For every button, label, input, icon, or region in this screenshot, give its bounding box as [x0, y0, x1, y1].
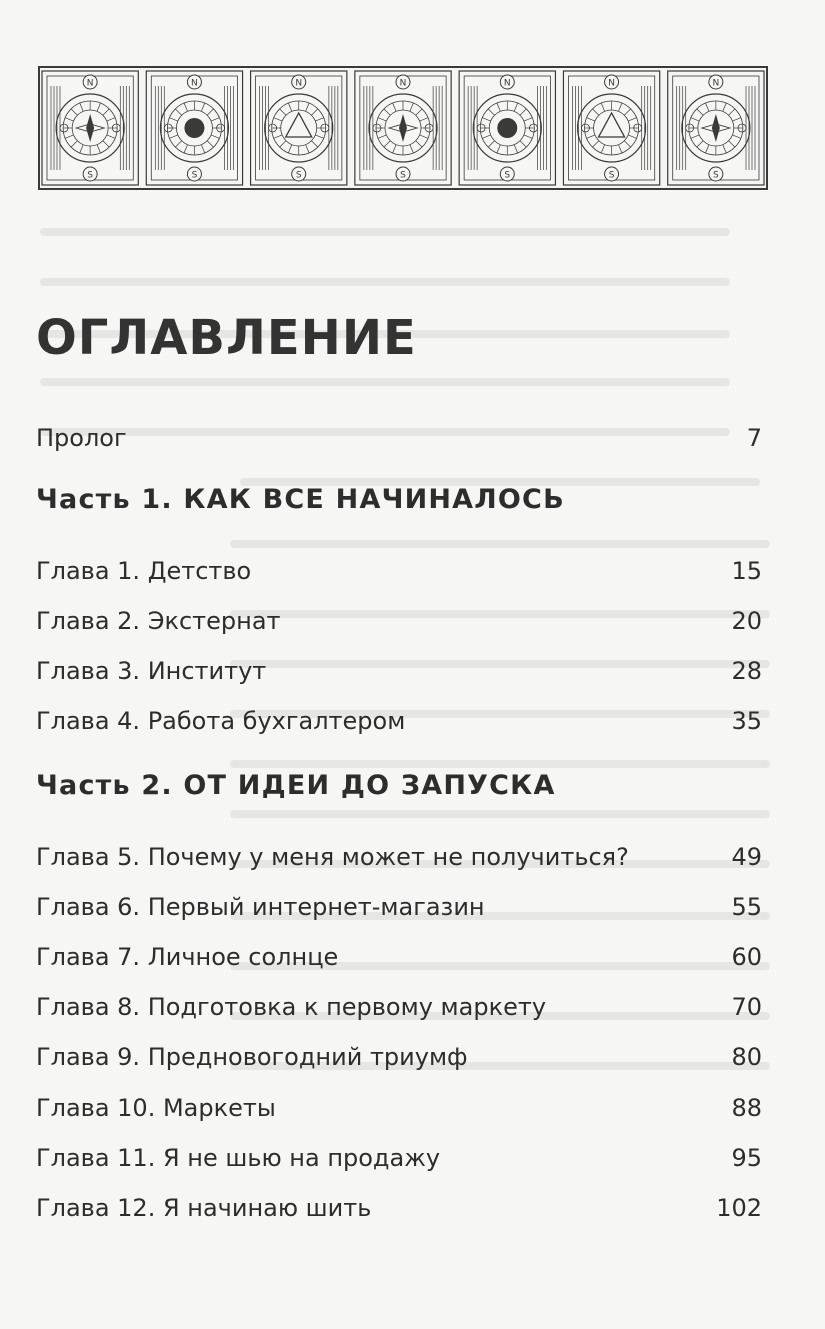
svg-text:N: N — [503, 78, 511, 89]
toc-entry-page: 55 — [731, 893, 762, 921]
toc-entry-page: 70 — [731, 993, 762, 1021]
toc-entry — [36, 557, 762, 585]
svg-text:N: N — [712, 78, 720, 89]
svg-text:S: S — [87, 170, 94, 181]
toc-entry-title: Глава 4. Работа бухгалтером — [36, 707, 406, 735]
toc-entry-title: Пролог — [36, 424, 127, 452]
svg-text:N: N — [608, 78, 615, 89]
toc-entry-page: 49 — [731, 843, 762, 871]
toc-entry-title: Глава 11. Я не шью на продажу — [36, 1144, 441, 1172]
toc-entry-page: 60 — [731, 943, 762, 971]
toc-entry-title: Глава 7. Личное солнце — [36, 943, 339, 971]
toc-entry-page: 15 — [731, 557, 762, 585]
toc-entry-title: Глава 9. Предновогодний триумф — [36, 1043, 468, 1071]
toc-entry-page: 102 — [716, 1194, 762, 1222]
toc-entry-prologue — [36, 424, 762, 452]
svg-text:N: N — [86, 78, 94, 89]
toc-entry-title: Глава 3. Институт — [36, 657, 267, 685]
svg-text:N: N — [295, 78, 303, 89]
part-1-title: Часть 1. КАК ВСЕ НАЧИНАЛОСЬ — [36, 484, 565, 515]
toc-entry-title: Глава 12. Я начинаю шить — [36, 1194, 372, 1222]
toc-entry-title: Глава 10. Маркеты — [36, 1094, 276, 1122]
toc-entry-title: Глава 2. Экстернат — [36, 607, 281, 635]
toc-entry — [36, 943, 762, 971]
svg-text:N: N — [191, 78, 198, 89]
part-2-title: Часть 2. ОТ ИДЕИ ДО ЗАПУСКА — [36, 770, 556, 801]
toc-entry — [36, 1144, 762, 1172]
toc-entry-title: Глава 6. Первый интернет-магазин — [36, 893, 485, 921]
toc-heading: ОГЛАВЛЕНИЕ — [36, 310, 417, 366]
svg-text:S: S — [712, 170, 719, 181]
svg-text:S: S — [504, 170, 511, 181]
toc-entry — [36, 993, 762, 1021]
svg-text:S: S — [295, 170, 302, 181]
svg-text:S: S — [608, 170, 615, 181]
toc-entry-page: 80 — [731, 1043, 762, 1071]
toc-entry — [36, 1043, 762, 1071]
toc-entry — [36, 1194, 762, 1222]
toc-entry-title: Глава 1. Детство — [36, 557, 252, 585]
toc-entry — [36, 607, 762, 635]
toc-entry — [36, 1094, 762, 1122]
toc-entry-page: 7 — [746, 424, 762, 452]
toc-entry-page: 28 — [731, 657, 762, 685]
svg-text:S: S — [400, 170, 406, 181]
svg-text:S: S — [191, 170, 198, 181]
toc-entry — [36, 707, 762, 735]
toc-entry-page: 88 — [731, 1094, 762, 1122]
toc-entry-page: 95 — [731, 1144, 762, 1172]
toc-entry — [36, 843, 762, 871]
toc-entry — [36, 657, 762, 685]
toc-entry — [36, 893, 762, 921]
toc-entry-title: Глава 8. Подготовка к первому маркету — [36, 993, 547, 1021]
ornament-band-icon — [38, 66, 768, 190]
toc-entry-page: 35 — [731, 707, 762, 735]
svg-text:N: N — [399, 78, 407, 89]
toc-entry-title: Глава 5. Почему у меня может не получиться? — [36, 843, 629, 871]
toc-entry-page: 20 — [731, 607, 762, 635]
